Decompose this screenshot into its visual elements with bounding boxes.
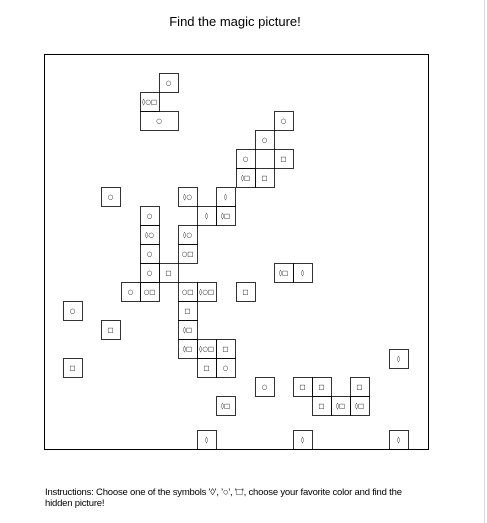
cell-symbol: □ — [107, 326, 114, 334]
cell-symbol: ◊ — [300, 269, 305, 277]
cell-symbol: ◊ — [204, 212, 209, 220]
cell-symbol: ○ — [261, 383, 268, 391]
cell-symbol: □ — [356, 383, 363, 391]
cell-symbol: □ — [318, 383, 325, 391]
cell-symbol: □ — [165, 269, 172, 277]
cell-symbol: ○ — [146, 212, 153, 220]
cell-symbol: ○ — [280, 117, 287, 125]
cell-symbol: ○ — [156, 117, 162, 125]
cell-symbol: □ — [69, 364, 76, 372]
cell-symbol: □ — [261, 174, 268, 182]
cell-symbol: ◊□ — [354, 402, 365, 410]
cell-symbol: □ — [242, 288, 249, 296]
cell-symbol: □ — [299, 383, 306, 391]
cell-symbol: ◊□ — [335, 402, 346, 410]
cell-symbol: □ — [280, 155, 287, 163]
cell-symbol: ○□ — [143, 288, 156, 296]
page-title: Find the magic picture! — [169, 14, 301, 29]
cell-symbol: ○ — [242, 155, 249, 163]
cell-symbol: ○□ — [181, 288, 194, 296]
cell-symbol: ◊ — [396, 355, 401, 363]
cell-symbol: ○ — [165, 79, 172, 87]
cell-symbol: ◊ — [204, 436, 209, 444]
cell-symbol: □ — [184, 307, 191, 315]
cell-symbol: ◊ — [396, 436, 401, 444]
cell-symbol: ◊□ — [220, 402, 231, 410]
cell-symbol: ◊○ — [183, 231, 192, 239]
cell-symbol: ○ — [107, 193, 114, 201]
cell-symbol: □ — [203, 364, 210, 372]
page-edge-rule — [484, 0, 485, 523]
cell-symbol: ◊□ — [240, 174, 251, 182]
puzzle-grid — [44, 54, 430, 451]
cell-symbol: ○ — [261, 136, 268, 144]
cell-symbol: ◊○□ — [141, 98, 158, 106]
cell-symbol: ○ — [127, 288, 134, 296]
cell-symbol: ○□ — [181, 250, 194, 258]
cell-symbol: □ — [222, 345, 229, 353]
cell-symbol: □ — [318, 402, 325, 410]
cell-symbol: ◊○□ — [198, 288, 215, 296]
cell-symbol: ◊ — [223, 193, 228, 201]
cell-symbol: ◊○ — [145, 231, 154, 239]
cell-symbol: ○ — [146, 250, 153, 258]
cell-symbol: ◊○□ — [198, 345, 215, 353]
cell-symbol: ◊ — [300, 436, 305, 444]
cell-symbol: ◊□ — [220, 212, 231, 220]
instructions-text: Instructions: Choose one of the symbols '◊', '○', '□', choose your favorite color and find the hidden picture! — [45, 487, 402, 509]
cell-symbol: ◊○ — [183, 193, 192, 201]
cell-symbol: ◊□ — [182, 326, 193, 334]
cell-symbol: ○ — [69, 307, 76, 315]
cell-symbol: ◊□ — [278, 269, 289, 277]
puzzle-cells — [64, 74, 409, 450]
puzzle-frame — [45, 55, 429, 450]
cell-symbol: ◊□ — [182, 345, 193, 353]
hidden-picture-puzzle — [44, 54, 430, 451]
cell-symbol: ○ — [146, 269, 153, 277]
cell-symbol: ○ — [222, 364, 229, 372]
